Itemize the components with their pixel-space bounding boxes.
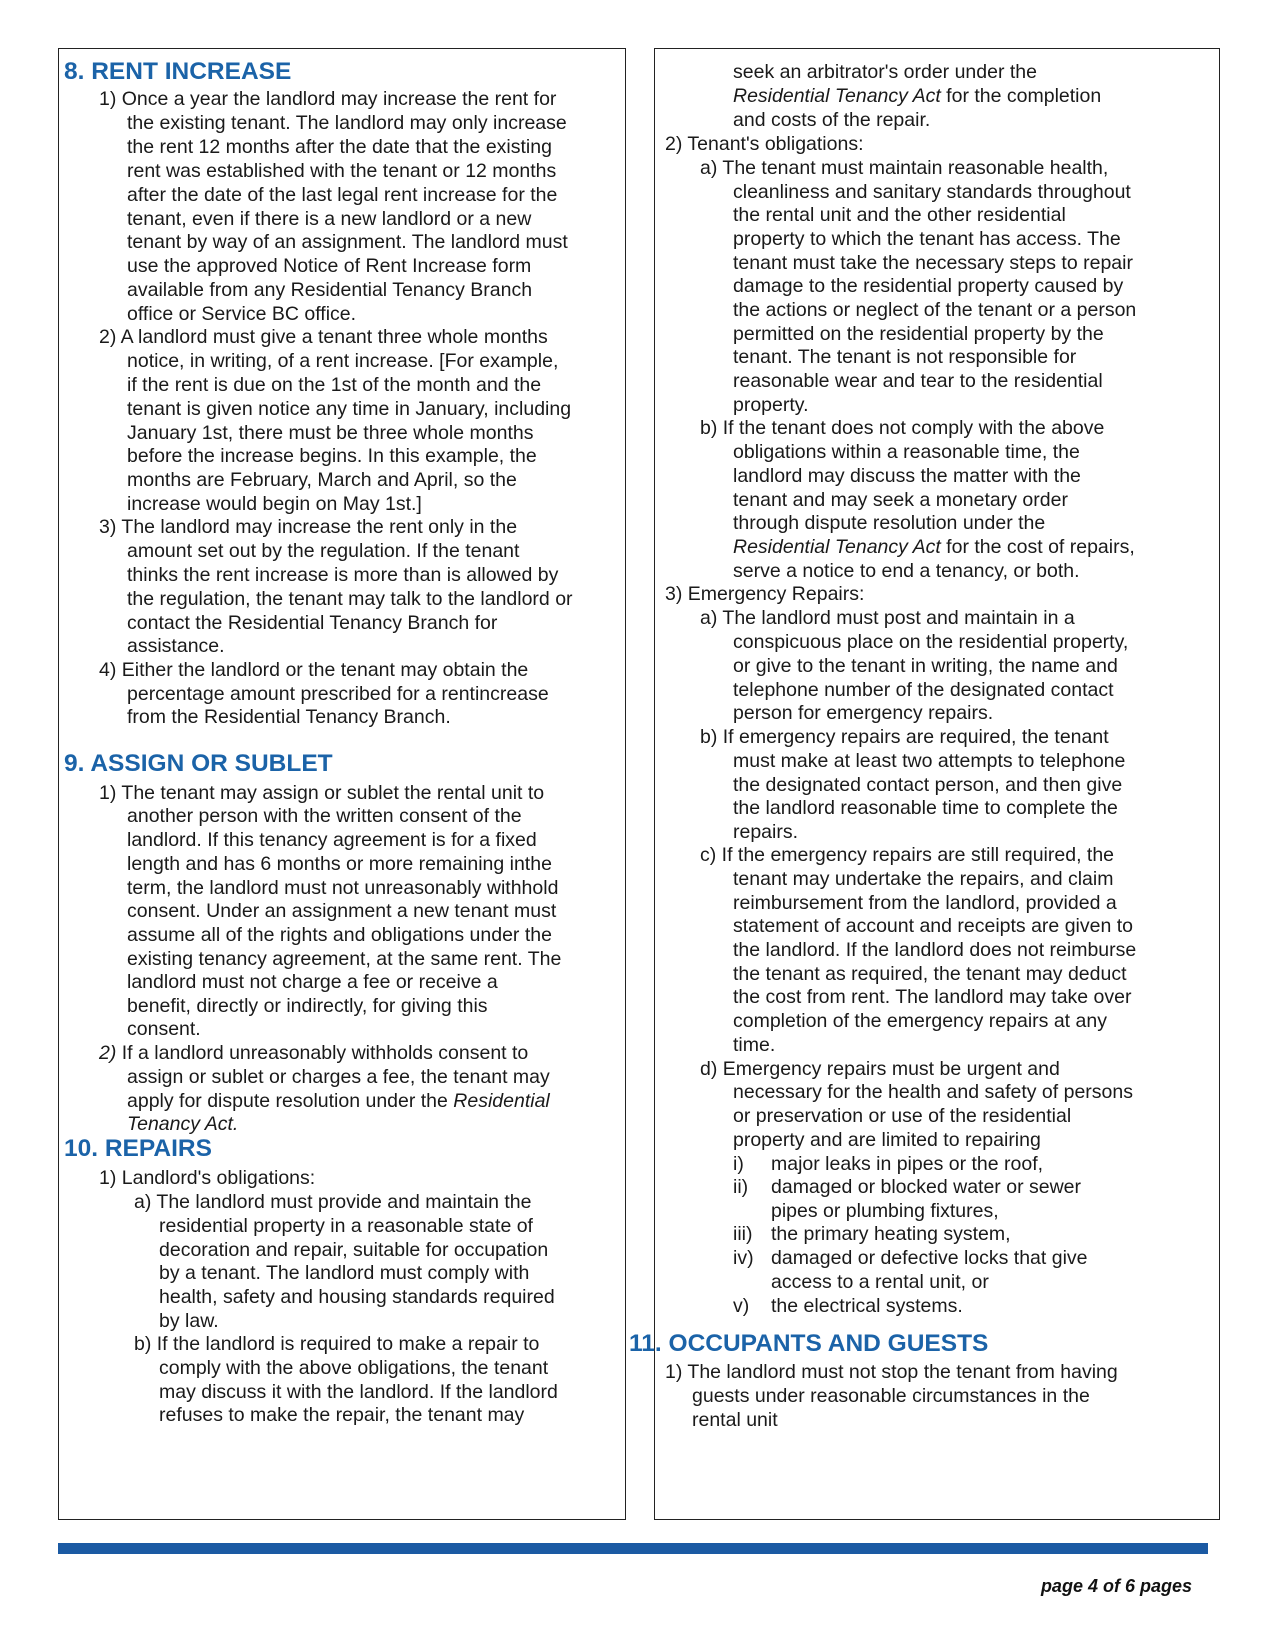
repair-list-text: the electrical systems. — [771, 1295, 963, 1317]
repair-list-text: damaged or defective locks that give — [771, 1247, 1088, 1269]
section-8-line: from the Residential Tenancy Branch. — [127, 706, 451, 728]
tenant-obligations-line: a) The tenant must maintain reasonable health, — [700, 157, 1109, 179]
act-title: Residential Tenancy Act — [733, 85, 941, 107]
tenant-obligations-line: obligations within a reasonable time, the — [733, 441, 1080, 463]
repair-list-number: iii) — [733, 1223, 753, 1245]
tenant-obligations-line: tenant and may seek a monetary order — [733, 489, 1068, 511]
section-11-line: guests under reasonable circumstances in the — [692, 1385, 1090, 1407]
section-8-line: office or Service BC office. — [127, 303, 357, 325]
section-8-line: notice, in writing, of a rent increase. [For example, — [127, 350, 559, 372]
section-9-item-2 — [99, 1041, 528, 1065]
section-8-heading: 8. RENT INCREASE — [64, 58, 292, 85]
act-title: Tenancy Act. — [127, 1113, 239, 1135]
repair-list-text: the primary heating system, — [771, 1223, 1011, 1245]
emergency-repairs-line: the landlord. If the landlord does not reimburse — [733, 939, 1137, 961]
tenant-obligations-line: tenant must take the necessary steps to repair — [733, 252, 1133, 274]
emergency-repairs-line: reimbursement from the landlord, provided a — [733, 892, 1117, 914]
section-10-line: may discuss it with the landlord. If the landlord — [159, 1381, 558, 1403]
emergency-repairs-line: conspicuous place on the residential property, — [733, 631, 1129, 653]
section-10-line: seek an arbitrator's order under the — [733, 61, 1037, 83]
section-8-line: thinks the rent increase is more than is allowed by — [127, 564, 559, 586]
section-8-line: the existing tenant. The landlord may only increase — [127, 112, 567, 134]
section-9-heading: 9. ASSIGN OR SUBLET — [64, 750, 333, 777]
repair-list-text: damaged or blocked water or sewer — [771, 1176, 1081, 1198]
section-11-line: 1) The landlord must not stop the tenant from having — [665, 1361, 1118, 1383]
section-10-line: residential property in a reasonable state of — [159, 1215, 533, 1237]
act-title: Residential — [453, 1090, 550, 1112]
emergency-repairs-line: or give to the tenant in writing, the name and — [733, 655, 1118, 677]
emergency-repairs-line: or preservation or use of the residential — [733, 1105, 1072, 1127]
section-10-line: 1) Landlord's obligations: — [99, 1167, 316, 1189]
emergency-repairs-line: time. — [733, 1034, 776, 1056]
footer-divider-bar — [58, 1543, 1208, 1554]
section-8-line: amount set out by the regulation. If the tenant — [127, 540, 520, 562]
tenant-obligations-line: cleanliness and sanitary standards throughout — [733, 181, 1131, 203]
section-8-line: before the increase begins. In this example, the — [127, 445, 537, 467]
emergency-repairs-line: person for emergency repairs. — [733, 702, 994, 724]
emergency-repairs-line: telephone number of the designated contact — [733, 679, 1114, 701]
tenant-obligations-line: 2) Tenant's obligations: — [665, 133, 864, 155]
tenant-obligations-line: damage to the residential property caused by — [733, 275, 1124, 297]
emergency-repairs-line: the cost from rent. The landlord may take over — [733, 986, 1132, 1008]
section-9-line — [127, 1089, 550, 1113]
section-9-line: term, the landlord must not unreasonably withhold — [127, 877, 559, 899]
tenant-obligations-line: the rental unit and the other residential — [733, 204, 1066, 226]
section-9-line: assign or sublet or charges a fee, the tenant may — [127, 1066, 550, 1088]
section-8-line: 2) A landlord must give a tenant three whole months — [99, 326, 548, 348]
section-9-line: landlord must not charge a fee or receive a — [127, 971, 498, 993]
section-10-line: a) The landlord must provide and maintain the — [134, 1191, 532, 1213]
section-9-line: benefit, directly or indirectly, for giving this — [127, 995, 488, 1017]
tenant-obligations-line: b) If the tenant does not comply with the above — [700, 417, 1105, 439]
line-text: for the completion — [940, 85, 1102, 107]
section-8-line: contact the Residential Tenancy Branch for — [127, 612, 498, 634]
section-10-line: refuses to make the repair, the tenant may — [159, 1404, 525, 1426]
repair-list-text: pipes or plumbing fixtures, — [771, 1200, 999, 1222]
emergency-repairs-line: statement of account and receipts are given to — [733, 915, 1133, 937]
emergency-repairs-line: completion of the emergency repairs at any — [733, 1010, 1107, 1032]
emergency-repairs-line: must make at least two attempts to telephone — [733, 750, 1126, 772]
section-10-line: health, safety and housing standards required — [159, 1286, 555, 1308]
repair-list-number: i) — [733, 1153, 744, 1175]
section-9-line: consent. — [127, 1018, 201, 1040]
emergency-repairs-line: the designated contact person, and then give — [733, 774, 1123, 796]
emergency-repairs-line: a) The landlord must post and maintain in a — [700, 607, 1075, 629]
emergency-repairs-line: property and are limited to repairing — [733, 1129, 1041, 1151]
section-8-line: months are February, March and April, so the — [127, 469, 517, 491]
section-8-line: 3) The landlord may increase the rent only in the — [99, 516, 518, 538]
act-title: Residential Tenancy Act — [733, 536, 941, 558]
emergency-repairs-line: repairs. — [733, 821, 799, 843]
section-8-line: percentage amount prescribed for a rentincrease — [127, 683, 549, 705]
section-9-line: existing tenancy agreement, at the same rent. The — [127, 948, 562, 970]
section-8-line: 4) Either the landlord or the tenant may obtain the — [99, 659, 529, 681]
page-number: page 4 of 6 pages — [1040, 1576, 1192, 1596]
emergency-repairs-line: necessary for the health and safety of persons — [733, 1081, 1133, 1103]
section-9-line: another person with the written consent of the — [127, 805, 522, 827]
section-8-line: the regulation, the tenant may talk to the landlord or — [127, 588, 573, 610]
section-9-line: length and has 6 months or more remaining inthe — [127, 853, 552, 875]
emergency-repairs-line: 3) Emergency Repairs: — [665, 583, 865, 605]
section-8-line: tenant is given notice any time in January, including — [127, 398, 572, 420]
section-8-line: rent was established with the tenant or 12 months — [127, 160, 557, 182]
section-10-line — [733, 84, 1101, 108]
section-10-line: b) If the landlord is required to make a repair to — [134, 1333, 540, 1355]
section-8-line: increase would begin on May 1st.] — [127, 493, 422, 515]
emergency-repairs-line: the landlord reasonable time to complete the — [733, 797, 1118, 819]
repair-list-number: iv) — [733, 1247, 754, 1269]
section-9-line: 1) The tenant may assign or sublet the rental unit to — [99, 782, 545, 804]
tenant-obligations-line: property. — [733, 394, 809, 416]
item-number: 2) — [99, 1042, 117, 1064]
section-11-heading: 11. OCCUPANTS AND GUESTS — [629, 1330, 989, 1357]
emergency-repairs-line: b) If emergency repairs are required, the tenant — [700, 726, 1109, 748]
section-8-line: the rent 12 months after the date that the existing — [127, 136, 552, 158]
section-10-line: comply with the above obligations, the tenant — [159, 1357, 549, 1379]
section-8-line: if the rent is due on the 1st of the month and the — [127, 374, 542, 396]
section-9-line: landlord. If this tenancy agreement is for a fixed — [127, 829, 537, 851]
section-9-line: consent. Under an assignment a new tenant must — [127, 900, 557, 922]
emergency-repairs-line: c) If the emergency repairs are still required, the — [700, 844, 1115, 866]
emergency-repairs-line: tenant may undertake the repairs, and claim — [733, 868, 1114, 890]
tenant-obligations-line: landlord may discuss the matter with the — [733, 465, 1081, 487]
section-11-line: rental unit — [692, 1409, 778, 1431]
emergency-repairs-line: the tenant as required, the tenant may deduct — [733, 963, 1127, 985]
section-8-line: use the approved Notice of Rent Increase form — [127, 255, 532, 277]
section-8-line: tenant by way of an assignment. The landlord must — [127, 231, 568, 253]
repair-list-text: major leaks in pipes or the roof, — [771, 1153, 1044, 1175]
repair-list-text: access to a rental unit, or — [771, 1271, 989, 1293]
tenant-obligations-line: reasonable wear and tear to the residential — [733, 370, 1103, 392]
tenant-obligations-line: property to which the tenant has access. The — [733, 228, 1121, 250]
item-text: If a landlord unreasonably withholds consent to — [116, 1042, 529, 1064]
tenant-obligations-line: permitted on the residential property by the — [733, 323, 1104, 345]
section-10-heading: 10. REPAIRS — [64, 1135, 212, 1162]
section-8-line: assistance. — [127, 635, 225, 657]
emergency-repairs-line: d) Emergency repairs must be urgent and — [700, 1058, 1060, 1080]
tenant-obligations-line: through dispute resolution under the — [733, 512, 1046, 534]
section-10-line: by a tenant. The landlord must comply with — [159, 1262, 530, 1284]
section-8-line: 1) Once a year the landlord may increase the rent for — [99, 88, 557, 110]
line-text: for the cost of repairs, — [940, 536, 1135, 558]
line-text: apply for dispute resolution under the — [127, 1090, 454, 1112]
tenant-obligations-line — [733, 535, 1135, 559]
section-10-line: decoration and repair, suitable for occupation — [159, 1239, 549, 1261]
section-8-line: available from any Residential Tenancy Branch — [127, 279, 533, 301]
repair-list-number: v) — [733, 1295, 750, 1317]
section-8-line: after the date of the last legal rent increase for the — [127, 184, 558, 206]
tenant-obligations-line: serve a notice to end a tenancy, or both. — [733, 560, 1080, 582]
repair-list-number: ii) — [733, 1176, 749, 1198]
tenant-obligations-line: the actions or neglect of the tenant or a person — [733, 299, 1137, 321]
section-10-line: by law. — [159, 1310, 219, 1332]
section-8-line: January 1st, there must be three whole months — [127, 422, 534, 444]
section-8-line: tenant, even if there is a new landlord or a new — [127, 208, 532, 230]
tenant-obligations-line: tenant. The tenant is not responsible for — [733, 346, 1077, 368]
section-9-line: assume all of the rights and obligations under the — [127, 924, 552, 946]
section-10-line: and costs of the repair. — [733, 109, 931, 131]
